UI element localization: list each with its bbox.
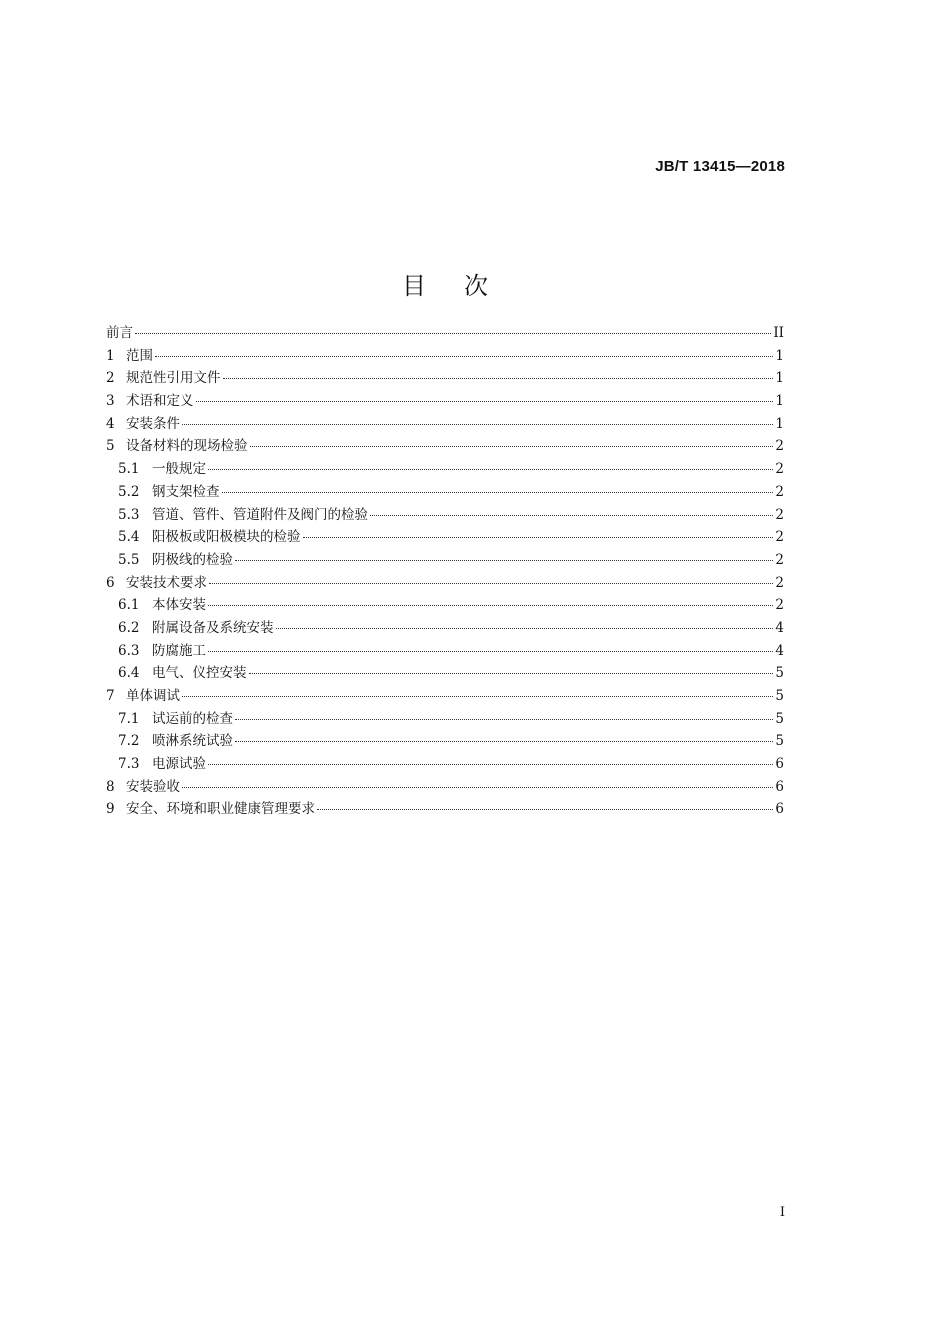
toc-entry-label: 管道、管件、管道附件及阀门的检验 (152, 506, 368, 523)
toc-entry[interactable] (106, 367, 784, 390)
toc-entry[interactable] (106, 753, 784, 776)
toc-entry-number: 6.4 (118, 665, 140, 682)
toc-entry-label: 安全、环境和职业健康管理要求 (126, 801, 315, 818)
toc-dot-leader (196, 400, 774, 402)
toc-entry-page: 6 (775, 778, 784, 795)
toc-dot-leader (182, 423, 773, 425)
toc-dot-leader (249, 672, 774, 674)
toc-entry-page: 5 (775, 665, 784, 682)
toc-entry-number: 5.1 (118, 461, 140, 478)
toc-entry-number: 4 (106, 415, 115, 432)
toc-dot-leader (222, 491, 774, 493)
toc-dot-leader (250, 445, 774, 447)
toc-entry[interactable] (106, 594, 784, 617)
toc-entry-number: 5.2 (118, 483, 140, 500)
toc-entry-label: 钢支架检查 (152, 483, 220, 500)
toc-entry-number: 7.1 (118, 710, 140, 727)
toc-entry-page: 5 (775, 688, 784, 704)
toc-entry-label: 安装验收 (126, 778, 180, 795)
toc-entry-label: 电气、仪控安装 (152, 665, 247, 682)
toc-entry-label: 阳极板或阳极模块的检验 (152, 529, 301, 546)
toc-dot-leader (209, 582, 773, 584)
toc-entry-number: 6.2 (118, 619, 140, 636)
toc-dot-leader (182, 695, 773, 697)
toc-entry-page: 1 (775, 393, 784, 410)
toc-entry-page: 5 (775, 733, 784, 750)
page-title: 目次 (402, 272, 526, 301)
toc-dot-leader (223, 377, 774, 379)
toc-entry-number: 5.4 (118, 529, 140, 546)
toc-dot-leader (208, 650, 773, 652)
toc-entry-number: 6 (106, 574, 115, 591)
toc-entry-number: 5.5 (118, 551, 140, 568)
toc-dot-leader (370, 514, 773, 516)
toc-entry[interactable] (106, 504, 784, 527)
toc-entry[interactable] (106, 662, 784, 685)
toc-entry-number: 9 (106, 801, 115, 818)
toc-entry[interactable] (106, 345, 784, 368)
toc-entry-page: 6 (775, 756, 784, 773)
toc-entry-label: 术语和定义 (126, 393, 194, 410)
toc-entry-page: 2 (775, 506, 784, 523)
toc-dot-leader (303, 536, 774, 538)
toc-entry-number: 5 (106, 438, 115, 455)
toc-dot-leader (235, 740, 773, 742)
toc-entry-number: 7 (106, 688, 115, 704)
footer-page-number: I (779, 1205, 785, 1220)
toc-entry-label: 电源试验 (152, 756, 206, 773)
toc-entry[interactable] (106, 458, 784, 481)
toc-entry[interactable] (106, 617, 784, 640)
standard-number: JB/T 13415—2018 (655, 158, 785, 175)
toc-entry-number: 3 (106, 393, 115, 410)
toc-entry-page: 4 (775, 619, 784, 636)
toc-entry-page: 2 (775, 529, 784, 546)
toc-entry-label: 试运前的检查 (152, 710, 233, 727)
toc-entry[interactable] (106, 730, 784, 753)
toc-entry-page: II (773, 325, 784, 341)
toc-entry-label: 规范性引用文件 (126, 370, 221, 387)
toc-entry-number: 5.3 (118, 506, 140, 523)
toc-entry-page: 5 (775, 710, 784, 727)
toc-entry-number: 2 (106, 370, 115, 387)
toc-entry[interactable] (106, 776, 784, 799)
toc-entry-label: 附属设备及系统安装 (152, 619, 274, 636)
toc-dot-leader (155, 355, 773, 357)
toc-entry[interactable] (106, 798, 784, 821)
toc-entry-number: 1 (106, 347, 115, 364)
toc-entry-page: 2 (775, 551, 784, 568)
toc-entry-label: 安装技术要求 (126, 574, 207, 591)
toc-dot-leader (208, 604, 773, 606)
toc-entry-label: 喷淋系统试验 (152, 733, 233, 750)
toc-dot-leader (208, 468, 773, 470)
toc-dot-leader (317, 808, 773, 810)
toc-dot-leader (208, 763, 773, 765)
toc-entry-number: 7.3 (118, 756, 140, 773)
toc-entry-page: 2 (775, 461, 784, 478)
toc-entry[interactable] (106, 413, 784, 436)
toc-entry[interactable] (106, 322, 784, 345)
toc-entry-page: 4 (775, 642, 784, 659)
toc-dot-leader (276, 627, 774, 629)
toc-entry-page: 1 (775, 370, 784, 387)
toc-entry-page: 2 (775, 483, 784, 500)
toc-entry-page: 1 (775, 347, 784, 364)
toc-entry[interactable] (106, 685, 784, 708)
toc-entry-label: 防腐施工 (152, 642, 206, 659)
toc-entry[interactable] (106, 708, 784, 731)
toc-entry[interactable] (106, 549, 784, 572)
toc-entry-number: 6.3 (118, 642, 140, 659)
toc-entry-label: 单体调试 (126, 688, 180, 704)
toc-entry[interactable] (106, 390, 784, 413)
toc-entry-label: 安装条件 (126, 415, 180, 432)
toc-entry-number: 7.2 (118, 733, 140, 750)
toc-entry[interactable] (106, 526, 784, 549)
toc-entry[interactable] (106, 481, 784, 504)
toc-entry-label: 前言 (106, 325, 133, 341)
toc-entry[interactable] (106, 435, 784, 458)
toc-dot-leader (135, 332, 771, 334)
toc-entry-page: 2 (775, 574, 784, 591)
toc-entry-label: 一般规定 (152, 461, 206, 478)
toc-entry-number: 6.1 (118, 597, 140, 614)
toc-entry-page: 2 (775, 597, 784, 614)
toc-dot-leader (235, 718, 773, 720)
toc-entry-page: 6 (775, 801, 784, 818)
toc-entry-label: 阴极线的检验 (152, 551, 233, 568)
toc-entry-label: 本体安装 (152, 597, 206, 614)
toc-entry-page: 1 (775, 415, 784, 432)
toc-entry-page: 2 (775, 438, 784, 455)
table-of-contents (106, 322, 784, 821)
toc-entry[interactable] (106, 572, 784, 595)
toc-entry-label: 范围 (126, 347, 153, 364)
toc-entry-number: 8 (106, 778, 115, 795)
toc-entry-label: 设备材料的现场检验 (126, 438, 248, 455)
toc-dot-leader (235, 559, 773, 561)
toc-dot-leader (182, 786, 773, 788)
toc-entry[interactable] (106, 640, 784, 663)
